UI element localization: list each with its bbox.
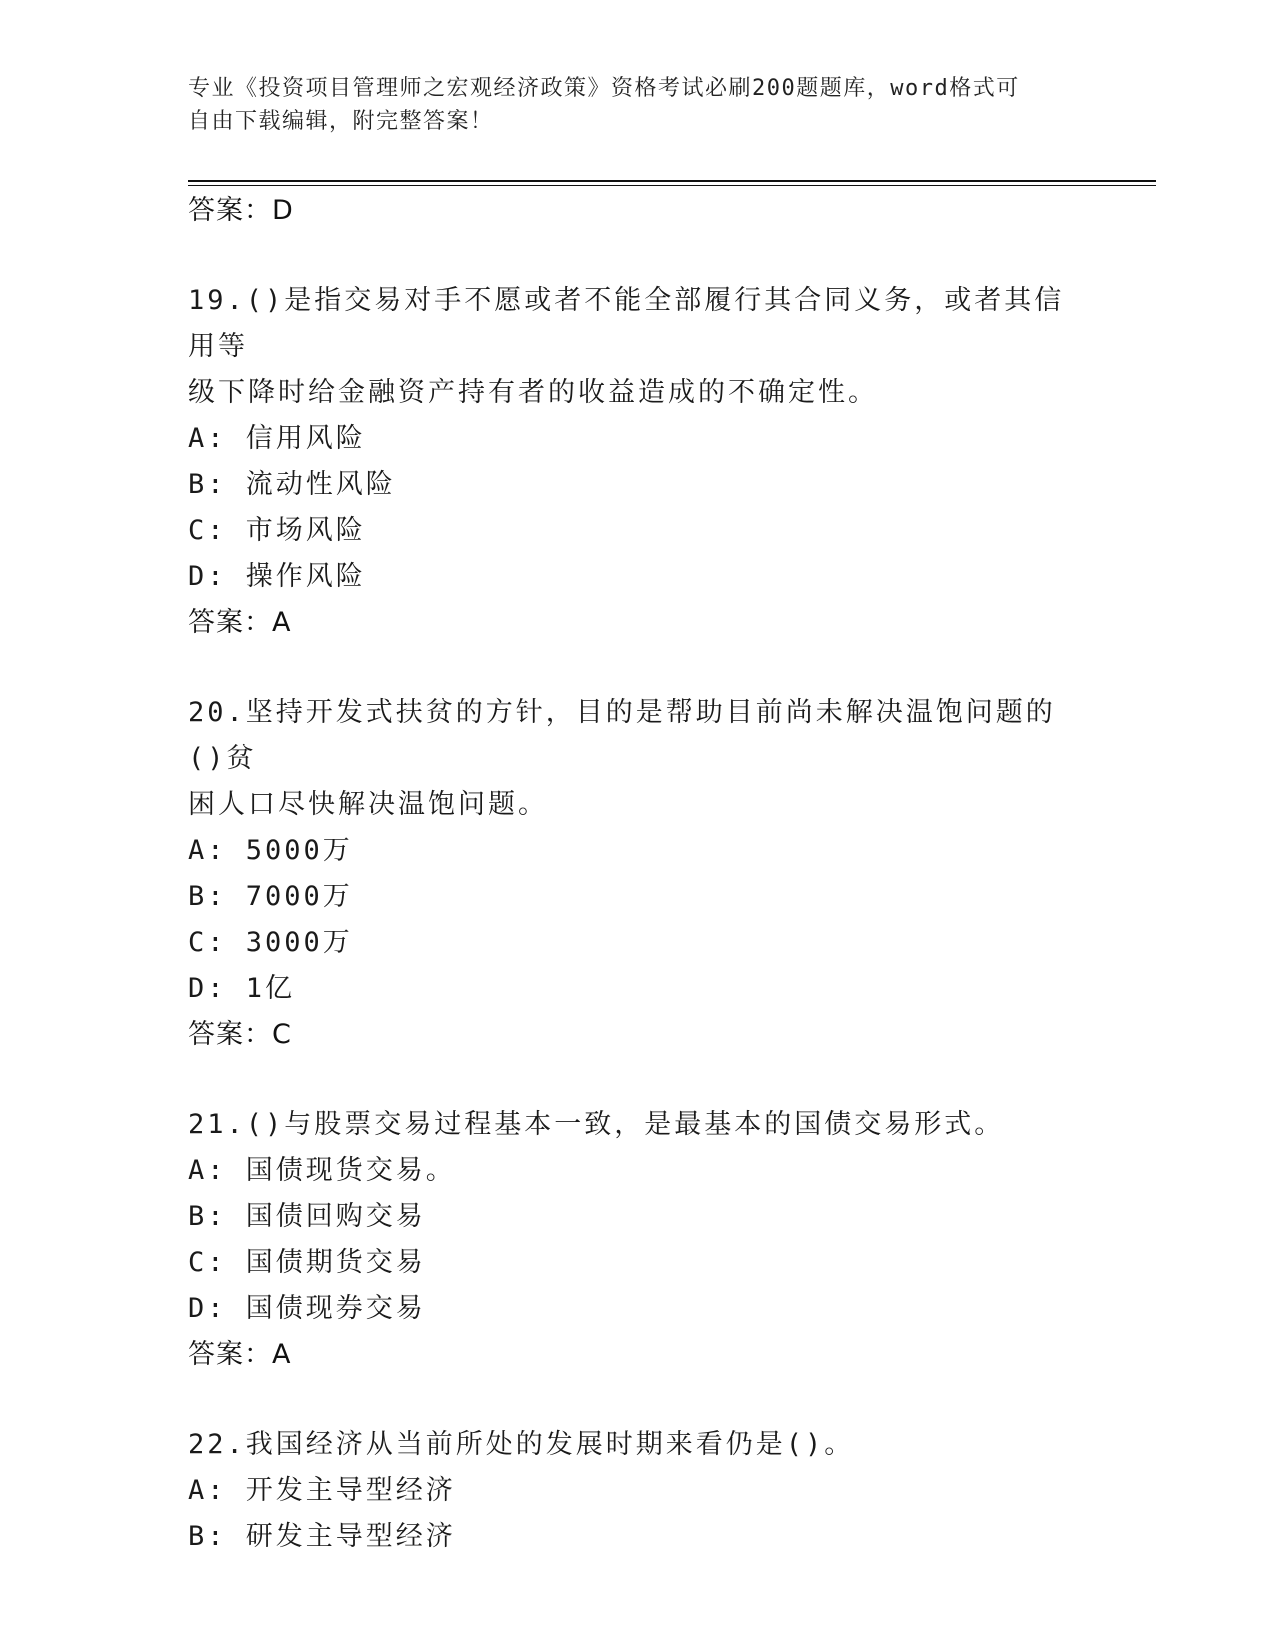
option-d: D: 操作风险 <box>188 561 366 592</box>
header-divider-thin <box>188 185 1156 186</box>
answer-line: 答案：A <box>188 607 292 638</box>
document-body <box>188 188 1088 1560</box>
option-b: B: 7000万 <box>188 881 353 912</box>
option-d: D: 国债现券交易 <box>188 1293 426 1324</box>
question-21 <box>188 1102 1088 1378</box>
option-a: A: 5000万 <box>188 835 353 866</box>
header-line-1: 专业《投资项目管理师之宏观经济政策》资格考试必刷200题题库，word格式可 <box>188 76 1020 101</box>
document-header <box>188 72 1088 138</box>
option-b: B: 国债回购交易 <box>188 1201 426 1232</box>
question-stem: 19.()是指交易对手不愿或者不能全部履行其合同义务，或者其信用等 <box>188 285 1065 362</box>
question-stem: 20.坚持开发式扶贫的方针，目的是帮助目前尚未解决温饱问题的()贫 <box>188 697 1056 774</box>
option-d: D: 1亿 <box>188 973 296 1004</box>
question-19 <box>188 278 1088 646</box>
question-stem: 22.我国经济从当前所处的发展时期来看仍是()。 <box>188 1429 855 1460</box>
option-a: A: 国债现货交易。 <box>188 1155 456 1186</box>
question-stem-continued: 级下降时给金融资产持有者的收益造成的不确定性。 <box>188 377 878 408</box>
question-stem: 21.()与股票交易过程基本一致，是最基本的国债交易形式。 <box>188 1109 1005 1140</box>
answer-line: 答案：A <box>188 1339 292 1370</box>
option-c: C: 3000万 <box>188 927 353 958</box>
question-stem-continued: 困人口尽快解决温饱问题。 <box>188 789 548 820</box>
option-b: B: 研发主导型经济 <box>188 1521 456 1552</box>
option-c: C: 市场风险 <box>188 515 366 546</box>
question-22 <box>188 1422 1088 1560</box>
answer-line: 答案：D <box>188 195 294 226</box>
option-a: A: 信用风险 <box>188 423 366 454</box>
header-line-2: 自由下载编辑，附完整答案！ <box>188 109 494 134</box>
answer-line: 答案：C <box>188 1019 292 1050</box>
header-divider <box>188 180 1156 182</box>
option-a: A: 开发主导型经济 <box>188 1475 456 1506</box>
option-c: C: 国债期货交易 <box>188 1247 426 1278</box>
option-b: B: 流动性风险 <box>188 469 396 500</box>
question-20 <box>188 690 1088 1058</box>
